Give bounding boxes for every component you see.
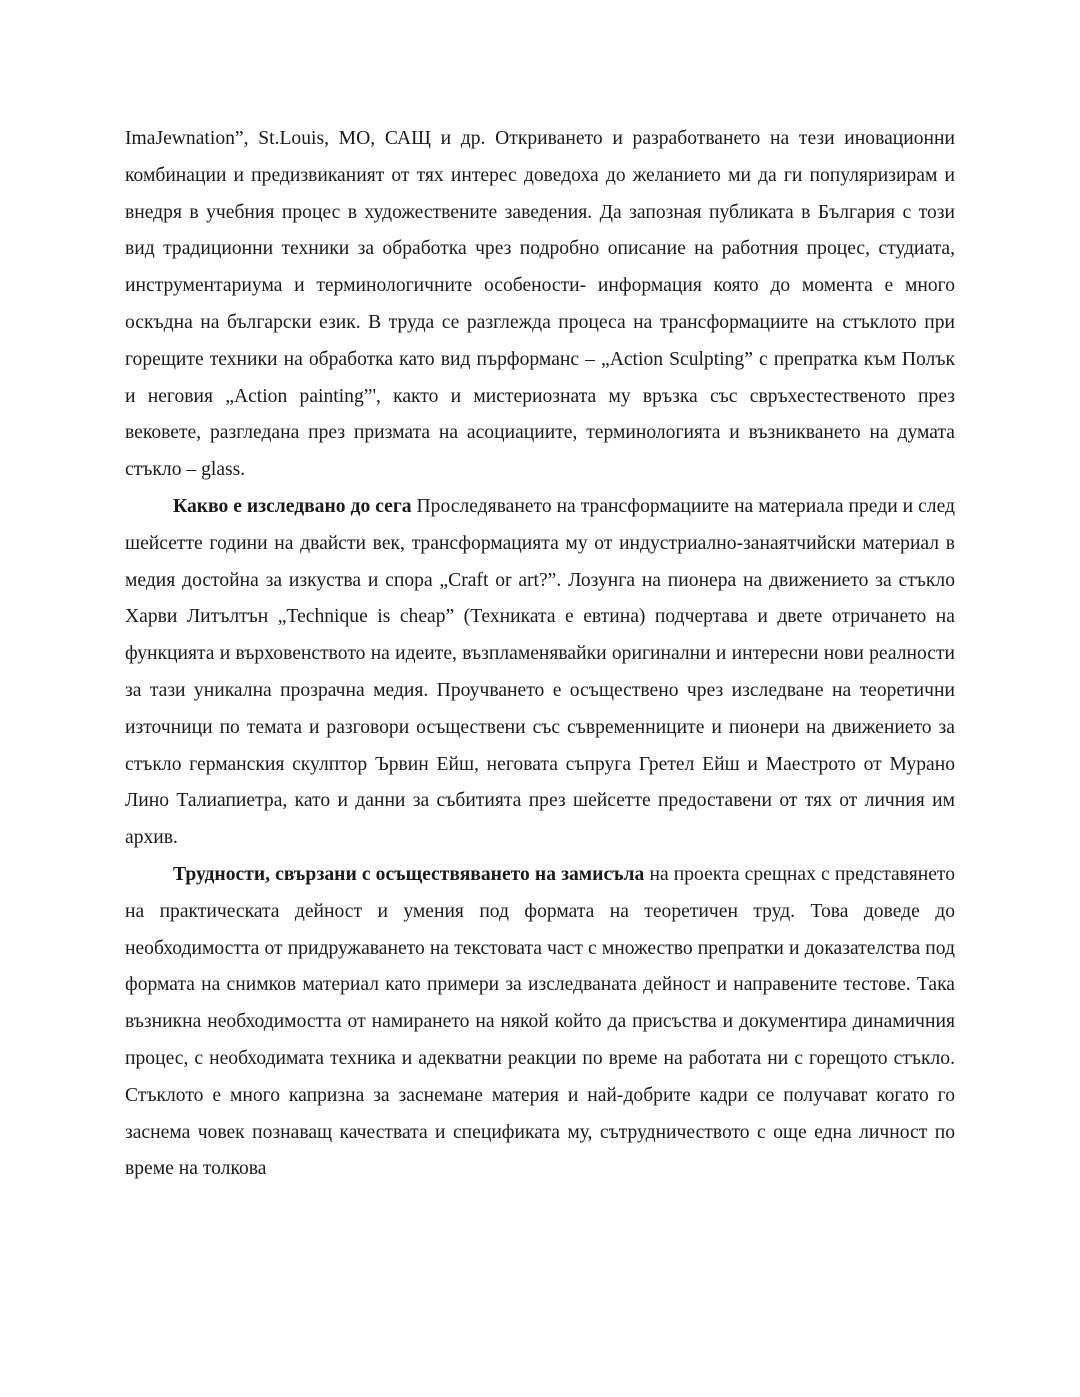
- paragraph-heading: Какво е изследвано до сега: [173, 495, 412, 517]
- document-page: [125, 121, 955, 1188]
- paragraph-research-so-far: [125, 489, 955, 857]
- paragraph-text: Проследяването на трансформациите на материала преди и след шейсетте години на двайсти век, трансформацията му от индустриално-занаятчийски материал в медия достойна за изкуства и спора „Craft or art?”. Лозунга на пионера на движението за стъкло Харви Литълтън „Technique is cheap” (Техниката е евтина) подчертава и двете отричането на функцията и върховенството на идеите, възпламенявайки оригинални и интересни нови реалности за тази уникална прозрачна медия. Проучването е осъществено чрез изследване на теоретични източници по темата и разговори осъществени със съвременниците и пионери на движението за стъкло германския скулптор Ървин Ейш, неговата съпруга Гретел Ейш и Маестрото от Мурано Лино Талиапиетра, като и данни за събитията през шейсетте предоставени от тях от личния им архив.: [125, 495, 955, 849]
- paragraph-difficulties: [125, 857, 955, 1188]
- paragraph-text: на проекта срещнах с представянето на практическата дейност и умения под формата на теоретичен труд. Това доведе до необходимостта от придружаването на текстовата част с множество препратки и доказателства под формата на снимков материал като примери за изследваната дейност и направените тестове. Така възникна необходимостта от намирането на някой който да присъства и документира динамичния процес, с необходимата техника и адекватни реакции по време на работата ни с горещото стъкло. Стъклото е много капризна за заснемане материя и най-добрите кадри се получават когато го заснема човек познаващ качествата и спецификата му, сътрудничеството с още една личност по време на толкова: [125, 863, 955, 1180]
- paragraph-text: ImaJewnation”, St.Louis, MO, САЩ и др. Откриването и разработването на тези иновационни комбинации и предизвиканият от тях интерес доведоха до желанието ми да ги популяризирам и внедря в учебния процес в художествените заведения. Да запозная публиката в България с този вид традиционни техники за обработка чрез подробно описание на работния процес, студиата, инструментариума и терминологичните особености- информация която до момента е много оскъдна на български език. В труда се разглежда процеса на трансформациите на стъклото при горещите техники на обработка като вид пърформанс – „Action Sculpting” с препратка към Полък и неговия „Action painting”', както и мистериозната му връзка със свръхестественото през вековете, разгледана през призмата на асоциациите, терминологията и възникването на думата стъкло – glass.: [125, 128, 955, 481]
- paragraph-continuation: [125, 121, 955, 489]
- paragraph-heading: Трудности, свързани с осъществяването на замисъла: [173, 863, 645, 885]
